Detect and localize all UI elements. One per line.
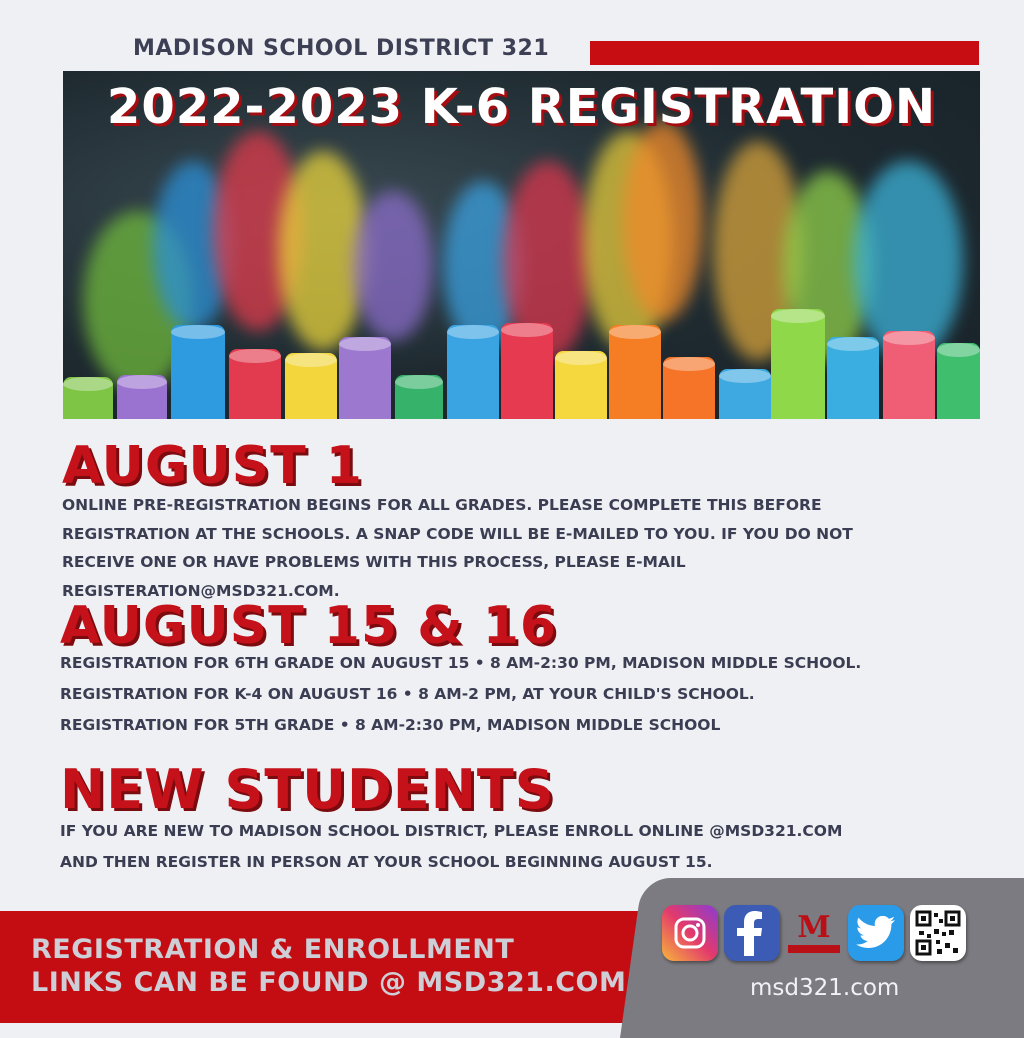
chalk-dust	[353, 191, 433, 341]
chalk-stick	[395, 375, 443, 419]
chalk-stick	[663, 357, 715, 419]
chalk-stick	[609, 325, 661, 419]
district-name: MADISON SCHOOL DISTRICT 321	[133, 36, 550, 61]
chalk-stick	[339, 337, 391, 419]
chalk-stick	[447, 325, 499, 419]
chalk-stick	[937, 343, 980, 419]
august-15-line-3: REGISTRATION FOR 5TH GRADE • 8 AM-2:30 PM, MADISON MIDDLE SCHOOL	[60, 716, 721, 734]
chalk-stick	[771, 309, 825, 419]
page-title: 2022-2023 K-6 REGISTRATION	[106, 79, 937, 135]
chalk-stick	[555, 351, 607, 419]
new-students-line-2: AND THEN REGISTER IN PERSON AT YOUR SCHOOL BEGINNING AUGUST 15.	[60, 853, 713, 871]
chalk-stick	[501, 323, 553, 419]
chalk-stick	[719, 369, 771, 419]
chalk-stick	[171, 325, 225, 419]
qr-code-icon[interactable]	[910, 905, 966, 961]
new-students-line-1: IF YOU ARE NEW TO MADISON SCHOOL DISTRICT, PLEASE ENROLL ONLINE @MSD321.COM	[60, 822, 843, 840]
footer-line-2: LINKS CAN BE FOUND @ MSD321.COM	[31, 967, 627, 998]
hero-image	[63, 71, 980, 419]
footer-line-1: REGISTRATION & ENROLLMENT	[31, 934, 515, 965]
chalk-stick	[117, 375, 167, 419]
section-heading-august-1: AUGUST 1	[62, 436, 363, 496]
chalk-stick	[229, 349, 281, 419]
chalk-dust	[623, 121, 703, 321]
chalk-stick	[285, 353, 337, 419]
august-1-text: ONLINE PRE-REGISTRATION BEGINS FOR ALL GRADES. PLEASE COMPLETE THIS BEFORE REGISTRATION AT THE SCHOOLS. A SNAP CODE WILL BE E-MAILED TO YOU. IF YOU DO NOT RECEIVE ONE OR HAVE PROBLEMS WITH THIS PROCESS, PLEASE E-MAIL REGISTERATION@MSD321.COM.	[62, 496, 853, 601]
district-logo-icon[interactable]	[786, 905, 842, 961]
chalk-stick	[883, 331, 935, 419]
instagram-icon[interactable]	[662, 905, 718, 961]
logo-base	[788, 945, 840, 953]
facebook-icon[interactable]	[724, 905, 780, 961]
august-15-line-1: REGISTRATION FOR 6TH GRADE ON AUGUST 15 • 8 AM-2:30 PM, MADISON MIDDLE SCHOOL.	[60, 654, 862, 672]
section-heading-new-students: NEW STUDENTS	[60, 758, 555, 821]
social-icons	[662, 905, 966, 961]
august-15-line-2: REGISTRATION FOR K-4 ON AUGUST 16 • 8 AM-2 PM, AT YOUR CHILD'S SCHOOL.	[60, 685, 755, 703]
twitter-icon[interactable]	[848, 905, 904, 961]
district-logo-letter: M	[797, 910, 831, 945]
chalk-stick	[63, 377, 113, 419]
section-heading-august-15-16: AUGUST 15 & 16	[60, 596, 558, 656]
website-url[interactable]: msd321.com	[750, 975, 900, 1001]
chalk-stick	[827, 337, 879, 419]
header-red-bar	[590, 41, 979, 65]
